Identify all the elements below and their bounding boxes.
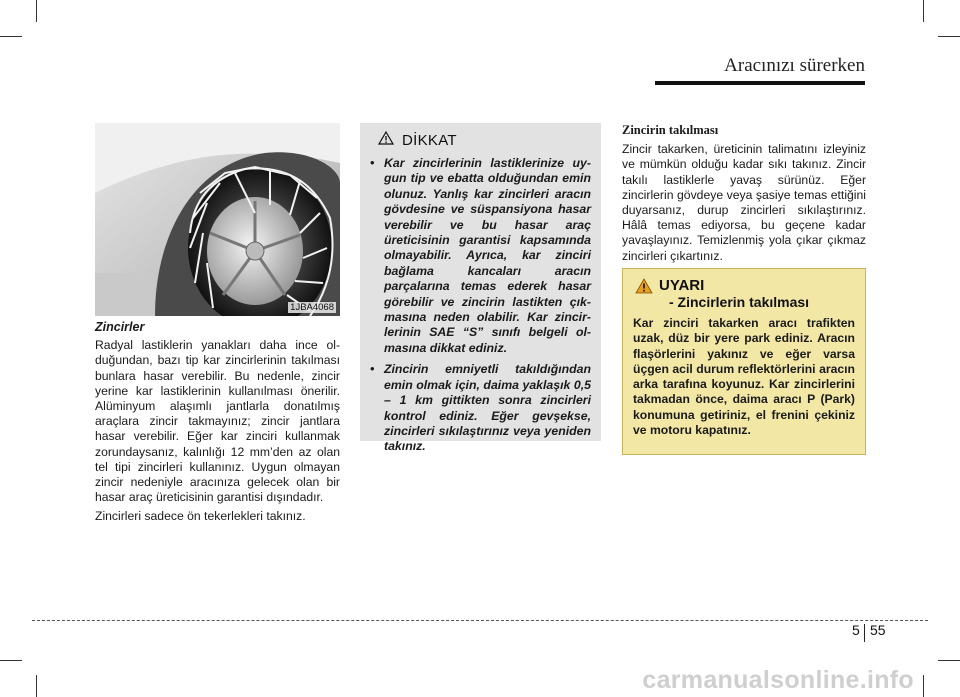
warning-triangle-icon — [378, 131, 394, 150]
crop-mark-bottom-right-v — [923, 675, 924, 697]
warning-box — [622, 268, 866, 455]
warning-triangle-icon — [635, 278, 653, 299]
warning-subtitle: - Zincirlerin takılması — [669, 294, 810, 310]
caution-title: DİKKAT — [402, 132, 457, 149]
page-separator — [864, 624, 865, 642]
snow-chain-figure — [95, 123, 340, 316]
chains-section — [95, 320, 340, 529]
caution-item: • Kar zincirlerinin lastiklerinize uygun tip ve ebatta olduğundan emin olunuz. Yanlış kar zincirleri aracın gövdesine ve süspansiyona hasar verebilir ve bu hasar araç üreticisinin garantisi kapsamında olmayabilir. Ayrıca, kar zinciri bağlama kancaları aracın parçalarına temas ederek hasar görebilir ve zincirin lastikten çıkmasına neden olabilir. Kar zincirlerinin SAE “S” sınıfı belgeli olmasına dikkat ediniz. — [370, 156, 591, 356]
figure-code: 1JBA4068 — [290, 302, 334, 313]
caution-item: • Zincirin emniyetli takıldığından emin olmak için, daima yaklaşık 0,5 – 1 km gittikten sonra zincirleri kontrol ediniz. Eğer gevşekse, zincirleri sıkılaştırınız veya yeniden takınız. — [370, 362, 591, 454]
car-wheel-illustration — [95, 123, 340, 316]
crop-mark-top-left-h — [0, 36, 22, 37]
warning-header — [635, 277, 855, 311]
paragraph: Zincirleri sadece ön tekerlekleri takınız. — [95, 509, 306, 524]
page-number: 55 — [870, 622, 886, 638]
crop-mark-top-right-v — [923, 0, 924, 22]
watermark: carmanualsonline.info — [642, 666, 914, 694]
crop-mark-bottom-left-v — [36, 675, 37, 697]
paragraph: Zincir takarken, üreticinin talimatını izleyiniz ve mümkün olduğu kadar sıkı takınız. Zincir takılı lastiklerle yavaş sürünüz. Eğer zincirlerin gövdeye veya şasiye temas ettiğini duyarsanız, durup zincirleri sıkılaştırınız. Hâlâ temas ediyorsa, bu geçene kadar yavaşlayınız. Temizlenmiş yola çıkar çıkmaz zincirleri çıkartınız. — [622, 142, 866, 263]
header-rule — [655, 81, 865, 85]
crop-mark-bottom-right-h — [938, 660, 960, 661]
crop-mark-top-left-v — [36, 0, 37, 22]
footer-rule — [32, 620, 928, 621]
crop-mark-bottom-left-h — [0, 660, 22, 661]
section-subheading: Zincirin takılması — [622, 123, 719, 137]
caution-header — [378, 131, 591, 150]
crop-mark-top-right-h — [938, 36, 960, 37]
section-title: Aracınızı sürerken — [724, 55, 865, 76]
paragraph: Radyal lastiklerin yanakları daha ince olduğundan, bazı tip kar zincirlerinin takılması bunlara hasar verebilir. Bu nedenle, zincir yerine kar lastiklerinin kullanılması önerilir. Alüminyum alaşımlı jantlarla donatılmış araçlara zincir takmayınız; zincir jantlara hasar verebilir. Eğer kar zinciri kullanmak zorundaysanız, kalınlığı 12 mm’den az olan tel tipi zincirleri kullanınız. Uygun olmayan zincir nedeniyle aracınıza gelecek olan bir hasar araç üreticisinin garantisi dışındadır. — [95, 338, 340, 505]
figure-caption: Zincirler — [95, 320, 145, 334]
warning-body: Kar zinciri takarken aracı trafikten uzak, düz bir yere park ediniz. Aracın flaşörlerini yakınız ve eğer varsa üçgen acil durum reflektörlerini aracın arka tarafına koyunuz. Kar zincirlerini takmadan önce, daima aracı P (Park) konumuna getiriniz, el frenini çekiniz ve motoru kapatınız. — [633, 316, 855, 438]
warning-title: UYARI — [659, 277, 705, 294]
chain-install-section — [622, 123, 866, 264]
caution-list — [370, 156, 591, 455]
caution-box — [360, 123, 601, 454]
chapter-number: 5 — [852, 622, 860, 638]
